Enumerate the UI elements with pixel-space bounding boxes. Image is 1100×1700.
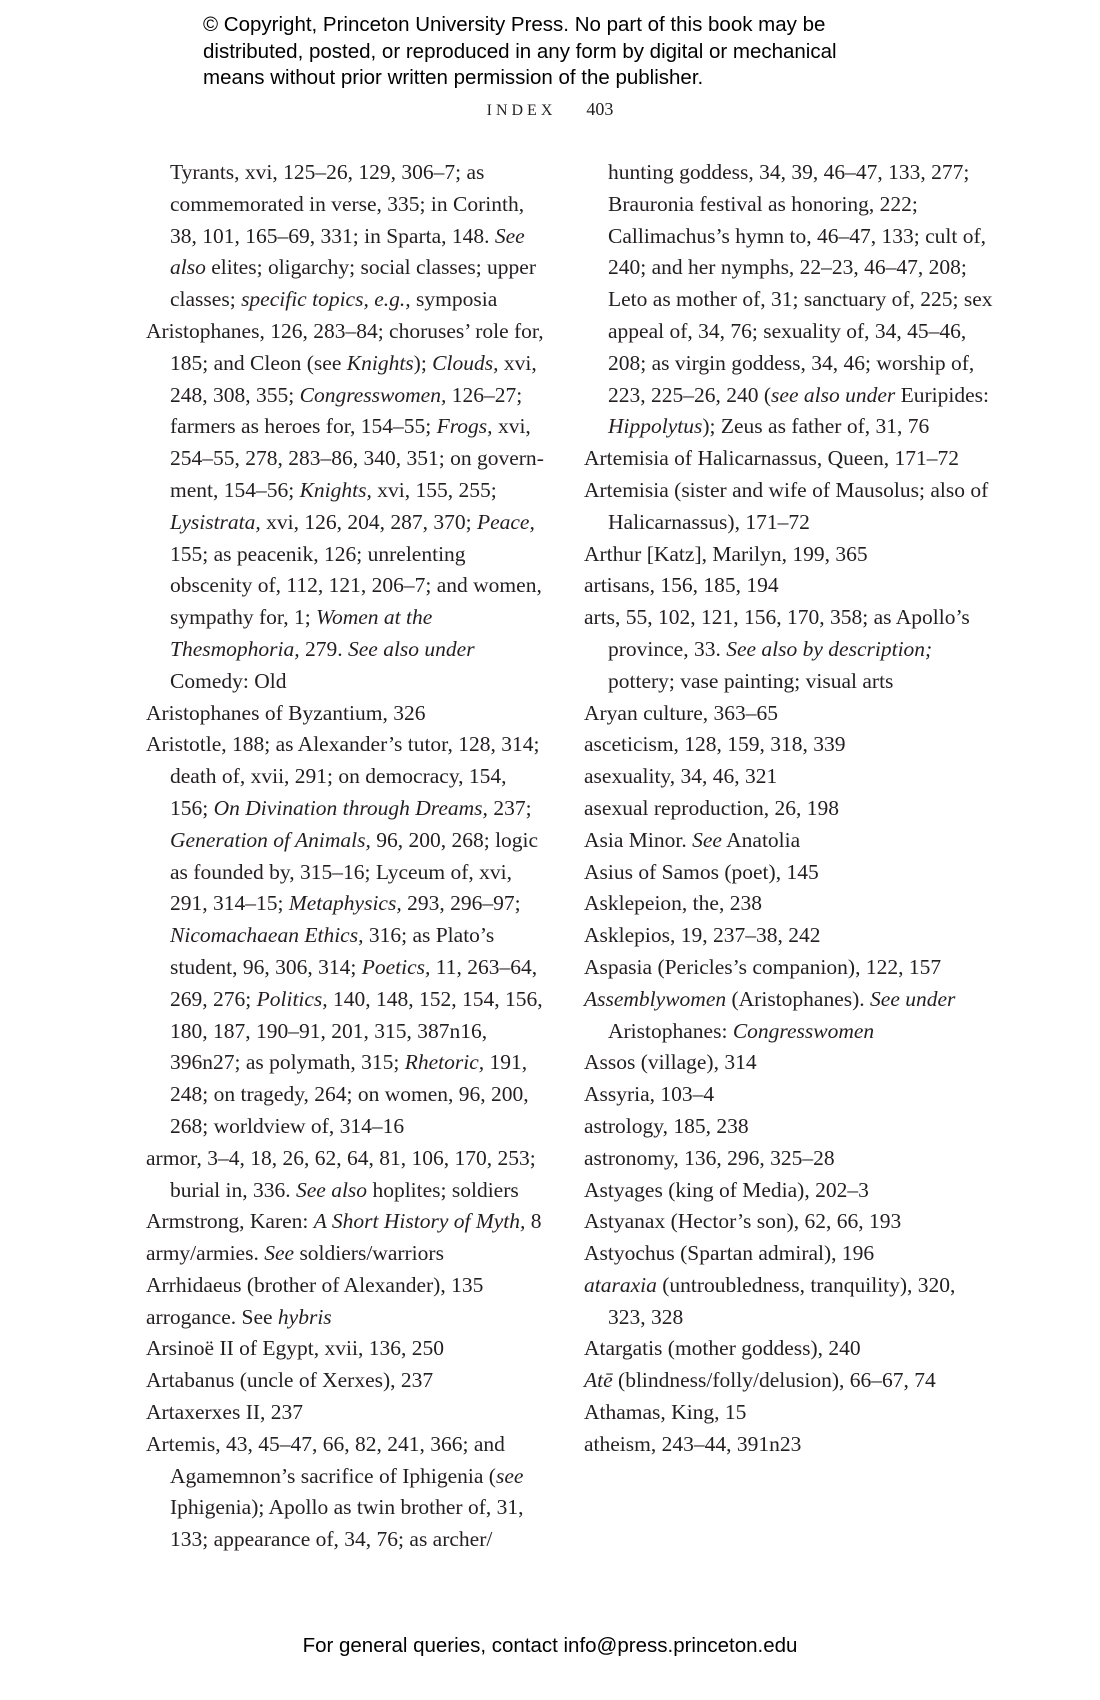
footer-contact: For general queries, contact info@press.princeton.edu <box>302 1634 798 1657</box>
copyright-line: © Copyright, Princeton University Press. No part of this book may be <box>203 13 826 36</box>
index-entry <box>584 1111 994 1143</box>
index-entry-text: Arrhidaeus (brother of Alexander), 135 <box>146 1272 484 1297</box>
index-entry-italic-text: Generation of Animals, <box>170 827 371 852</box>
index-entry-text: xvi, 126, 204, 287, 370; <box>260 509 477 534</box>
index-entry-italic-text: Atē <box>584 1368 613 1393</box>
index-entry-text: army/armies. <box>146 1241 265 1266</box>
copyright-line: distributed, posted, or reproduced in any form by digital or mechanical <box>203 39 837 63</box>
page-number: 403 <box>586 99 614 119</box>
index-entry-text: Assos (village), 314 <box>584 1050 757 1075</box>
index-entry-italic-text: Nicomachaean Ethics, <box>170 923 364 948</box>
index-entry <box>584 443 994 475</box>
index-entry-text: Aristophanes of Byzantium, 326 <box>146 700 426 725</box>
index-entry-text: 293, 296–97; <box>401 891 521 916</box>
index-entry-text: Armstrong, Karen: <box>146 1209 314 1234</box>
index-entry-text: 155; as peacenik, 126; unrelenting obscenity of, 112, 121, 206–7; and women, sympathy for, 1; <box>170 541 542 630</box>
index-entry-text: Asius of Samos (poet), 145 <box>584 859 819 884</box>
index-entry-text: hoplites; soldiers <box>367 1177 519 1202</box>
index-entry-text: 316; as Plato’s student, 96, 306, 314; <box>170 923 495 979</box>
index-entry <box>584 793 994 825</box>
index-entry-text: Artemis, 43, 45–47, 66, 82, 241, 366; and Agamemnon’s sacrifice of Iphigenia ( <box>146 1431 505 1488</box>
index-entry-text: Astyanax (Hector’s son), 62, 66, 193 <box>584 1209 902 1234</box>
index-entry-italic-text: Hippolytus <box>608 414 703 439</box>
index-entry <box>146 316 546 698</box>
index-entry-italic-text: hybris <box>277 1304 332 1329</box>
index-entry <box>146 1365 546 1397</box>
index-entry <box>146 729 546 1142</box>
index-entry-text: arts, 55, 102, 121, 156, 170, 358; as Apollo’s province, 33. <box>584 605 970 661</box>
index-entry <box>146 1397 546 1429</box>
index-entry <box>584 698 994 730</box>
index-entry-italic-text: specific topics, e.g., <box>241 287 411 312</box>
copyright-line: means without prior written permission of the publisher. <box>203 66 704 89</box>
index-entry-italic-text: A Short History of Myth, <box>313 1209 526 1234</box>
index-entry-text: Astyages (king of Media), 202–3 <box>584 1177 869 1202</box>
index-entry-italic-text: Poetics, <box>361 954 431 979</box>
index-entry-italic-text: Women at the Thesmophoria, <box>170 605 433 661</box>
index-entry-text: Aryan culture, 363–65 <box>584 700 779 725</box>
running-head-label: INDEX <box>486 102 557 119</box>
index-entry-text: Artabanus (uncle of Xerxes), 237 <box>146 1368 434 1393</box>
index-entry-text: 237; <box>487 795 532 820</box>
index-entry <box>584 888 994 920</box>
index-entry <box>584 1238 994 1270</box>
index-column-right <box>584 157 994 1461</box>
index-entry-text: Arsinoë II of Egypt, xvii, 136, 250 <box>146 1336 444 1361</box>
index-entry-text: 8 <box>525 1209 542 1234</box>
index-entry-text: 126–27; farmers as heroes for, 154–55; <box>170 382 523 439</box>
index-entry <box>146 1302 546 1334</box>
index-entry-text: elites; oligarchy; social classes; upper classes; <box>170 255 537 312</box>
index-entry-italic-text: Knights, <box>299 477 372 502</box>
index-entry-italic-text: Lysistrata, <box>170 509 261 534</box>
index-entry <box>584 1365 994 1397</box>
index-entry-text: 191, 248; on tragedy, 264; on women, 96, 200, 268; worldview of, 314–16 <box>170 1050 529 1138</box>
index-entry-italic-text: On Divination through Dreams, <box>213 795 488 820</box>
index-entry-italic-text: Frogs, <box>436 414 493 439</box>
index-entry <box>584 1397 994 1429</box>
index-entry-text: Iphigenia); Apollo as twin brother of, 31, 133; appearance of, 34, 76; as archer/ <box>170 1495 524 1552</box>
index-entry-text: Artemisia (sister and wife of Mausolus; also of Halicarnassus), 171–72 <box>584 477 989 534</box>
index-entry <box>584 1079 994 1111</box>
running-head <box>0 99 1100 120</box>
index-entry <box>146 1238 546 1270</box>
index-entry <box>584 857 994 889</box>
index-entry <box>584 1047 994 1079</box>
index-entry-text: Anatolia <box>721 827 801 852</box>
index-entry <box>584 952 994 984</box>
index-entry-text: 96, 200, 268; logic as founded by, 315–16; Lyceum of, xvi, 291, 314–15; <box>170 827 539 916</box>
index-entry-text: (blindness/folly/delusion), 66–67, 74 <box>612 1368 936 1393</box>
index-entry-text: asexuality, 34, 46, 321 <box>584 764 778 789</box>
index-entry-text: Astyochus (Spartan admiral), 196 <box>584 1241 875 1266</box>
copyright-notice <box>203 12 963 92</box>
index-entry-text: symposia <box>410 287 498 312</box>
index-entry-text: Aristotle, 188; as Alexander’s tutor, 128, 314; death of, xvii, 291; on democracy, 154, 156; <box>146 732 540 820</box>
index-entry-italic-text: Rhetoric, <box>404 1050 485 1075</box>
index-entry-text: asceticism, 128, 159, 318, 339 <box>584 732 846 757</box>
index-entry-text: xvi, 254–55, 278, 283–86, 340, 351; on government, 154–56; <box>170 414 544 502</box>
index-entry-text: pottery; vase painting; visual arts <box>608 668 894 693</box>
index-entry-text: astrology, 185, 238 <box>584 1113 749 1138</box>
index-entry-text: asexual reproduction, 26, 198 <box>584 795 839 820</box>
index-entry-text: ); <box>413 350 433 375</box>
index-entry-italic-text: Congresswomen <box>732 1018 875 1043</box>
index-entry-text: Aspasia (Pericles’s companion), 122, 157 <box>584 954 942 979</box>
index-entry-text: 279. <box>299 636 348 661</box>
index-entry-text: Aristophanes, 126, 283–84; choruses’ role for, 185; and Cleon (see <box>146 318 544 375</box>
index-entry <box>584 1175 994 1207</box>
index-entry-italic-text: See also under <box>347 636 475 661</box>
index-entry <box>584 761 994 793</box>
index-entry <box>146 1206 546 1238</box>
index-entry-italic-text: Knights <box>346 350 414 375</box>
index-entry <box>584 1270 994 1334</box>
index-entry <box>584 1333 994 1365</box>
index-entry-italic-text: See under <box>870 986 956 1011</box>
index-entry-text: arrogance. See <box>146 1304 278 1329</box>
index-entry-text: Asia Minor. <box>584 827 693 852</box>
index-entry-text: Artemisia of Halicarnassus, Queen, 171–72 <box>584 446 959 471</box>
index-entry <box>584 825 994 857</box>
index-entry <box>146 157 546 316</box>
index-entry-text: Aristophanes: <box>608 1018 733 1043</box>
index-entry-text: Euripides: <box>895 382 989 407</box>
index-entry-text: 140, 148, 152, 154, 156, 180, 187, 190–91, 201, 315, 387n16, 396n27; as polymath, 315; <box>170 986 543 1075</box>
index-entry <box>584 157 994 443</box>
index-entry-italic-text: see <box>495 1463 524 1488</box>
index-entry <box>146 1429 546 1556</box>
index-entry-text: 11, 263–64, 269, 276; <box>170 954 538 1011</box>
index-entry-text: Arthur [Katz], Marilyn, 199, 365 <box>584 541 868 566</box>
index-entry <box>146 1270 546 1302</box>
index-entry-text: armor, 3–4, 18, 26, 62, 64, 81, 106, 170, 253; burial in, 336. <box>146 1145 536 1202</box>
index-entry-italic-text: See also by description; <box>726 636 933 661</box>
index-column-left <box>146 157 546 1556</box>
index-entry-text: Comedy: Old <box>170 668 287 693</box>
index-entry-italic-text: See also <box>170 223 525 280</box>
index-entry-italic-text: See also <box>296 1177 368 1202</box>
index-entry-text: xvi, 248, 308, 355; <box>170 350 537 407</box>
index-entry <box>584 602 994 697</box>
index-entry-text: xvi, 155, 255; <box>371 477 497 502</box>
index-entry-text: Asklepios, 19, 237–38, 242 <box>584 923 821 948</box>
index-entry-text: Atargatis (mother goddess), 240 <box>584 1336 861 1361</box>
index-entry <box>584 1206 994 1238</box>
index-entry-italic-text: Metaphysics, <box>288 891 402 916</box>
index-entry-text: ); Zeus as father of, 31, 76 <box>702 414 930 439</box>
index-entry-text: Asklepeion, the, 238 <box>584 891 762 916</box>
index-entry-text: artisans, 156, 185, 194 <box>584 573 779 598</box>
index-entry-text: (Aristophanes). <box>726 986 871 1011</box>
index-entry <box>584 920 994 952</box>
index-entry-italic-text: see also under <box>771 382 896 407</box>
index-entry-text: astronomy, 136, 296, 325–28 <box>584 1145 835 1170</box>
index-entry <box>584 1143 994 1175</box>
index-entry-italic-text: Clouds, <box>432 350 499 375</box>
index-entry <box>584 1429 994 1461</box>
index-entry-text: Tyrants, xvi, 125–26, 129, 306–7; as commemorated in verse, 335; in Corinth, 38, 101, 165–69, 331; in Sparta, 148. <box>170 160 525 248</box>
index-entry <box>584 984 994 1048</box>
index-entry <box>584 539 994 571</box>
index-entry-italic-text: Assemblywomen <box>584 986 727 1011</box>
index-entry-text: atheism, 243–44, 391n23 <box>584 1431 802 1456</box>
index-entry-text: Athamas, King, 15 <box>584 1400 747 1425</box>
index-entry <box>146 698 546 730</box>
index-entry <box>584 475 994 539</box>
index-entry-italic-text: See <box>692 827 722 852</box>
index-entry <box>146 1143 546 1207</box>
index-entry-text: soldiers/warriors <box>294 1241 444 1266</box>
index-entry-italic-text: ataraxia <box>584 1272 657 1297</box>
index-entry-text: hunting goddess, 34, 39, 46–47, 133, 277; Brauronia festival as honoring, 222; Callimachus’s hymn to, 46–47, 133; cult of, 240; and her nymphs, 22–23, 46–47, 208; Leto as mother of, 31; sanctuary of, 225; sex appeal of, 34, 76; sexuality of, 34, 45–46, 208; as virgin goddess, 34, 46; worship of, 223, 225–26, 240 ( <box>608 160 993 407</box>
index-entry <box>584 570 994 602</box>
index-entry-text: Artaxerxes II, 237 <box>146 1400 304 1425</box>
index-entry-italic-text: Congresswomen, <box>299 382 447 407</box>
index-entry <box>584 729 994 761</box>
index-entry <box>146 1333 546 1365</box>
index-entry-italic-text: Peace, <box>476 509 535 534</box>
index-entry-italic-text: Politics, <box>256 986 328 1011</box>
index-entry-text: (untroubledness, tranquility), 320, 323, 328 <box>608 1272 956 1329</box>
index-entry-text: Assyria, 103–4 <box>584 1082 715 1107</box>
index-entry-italic-text: See <box>264 1241 295 1266</box>
